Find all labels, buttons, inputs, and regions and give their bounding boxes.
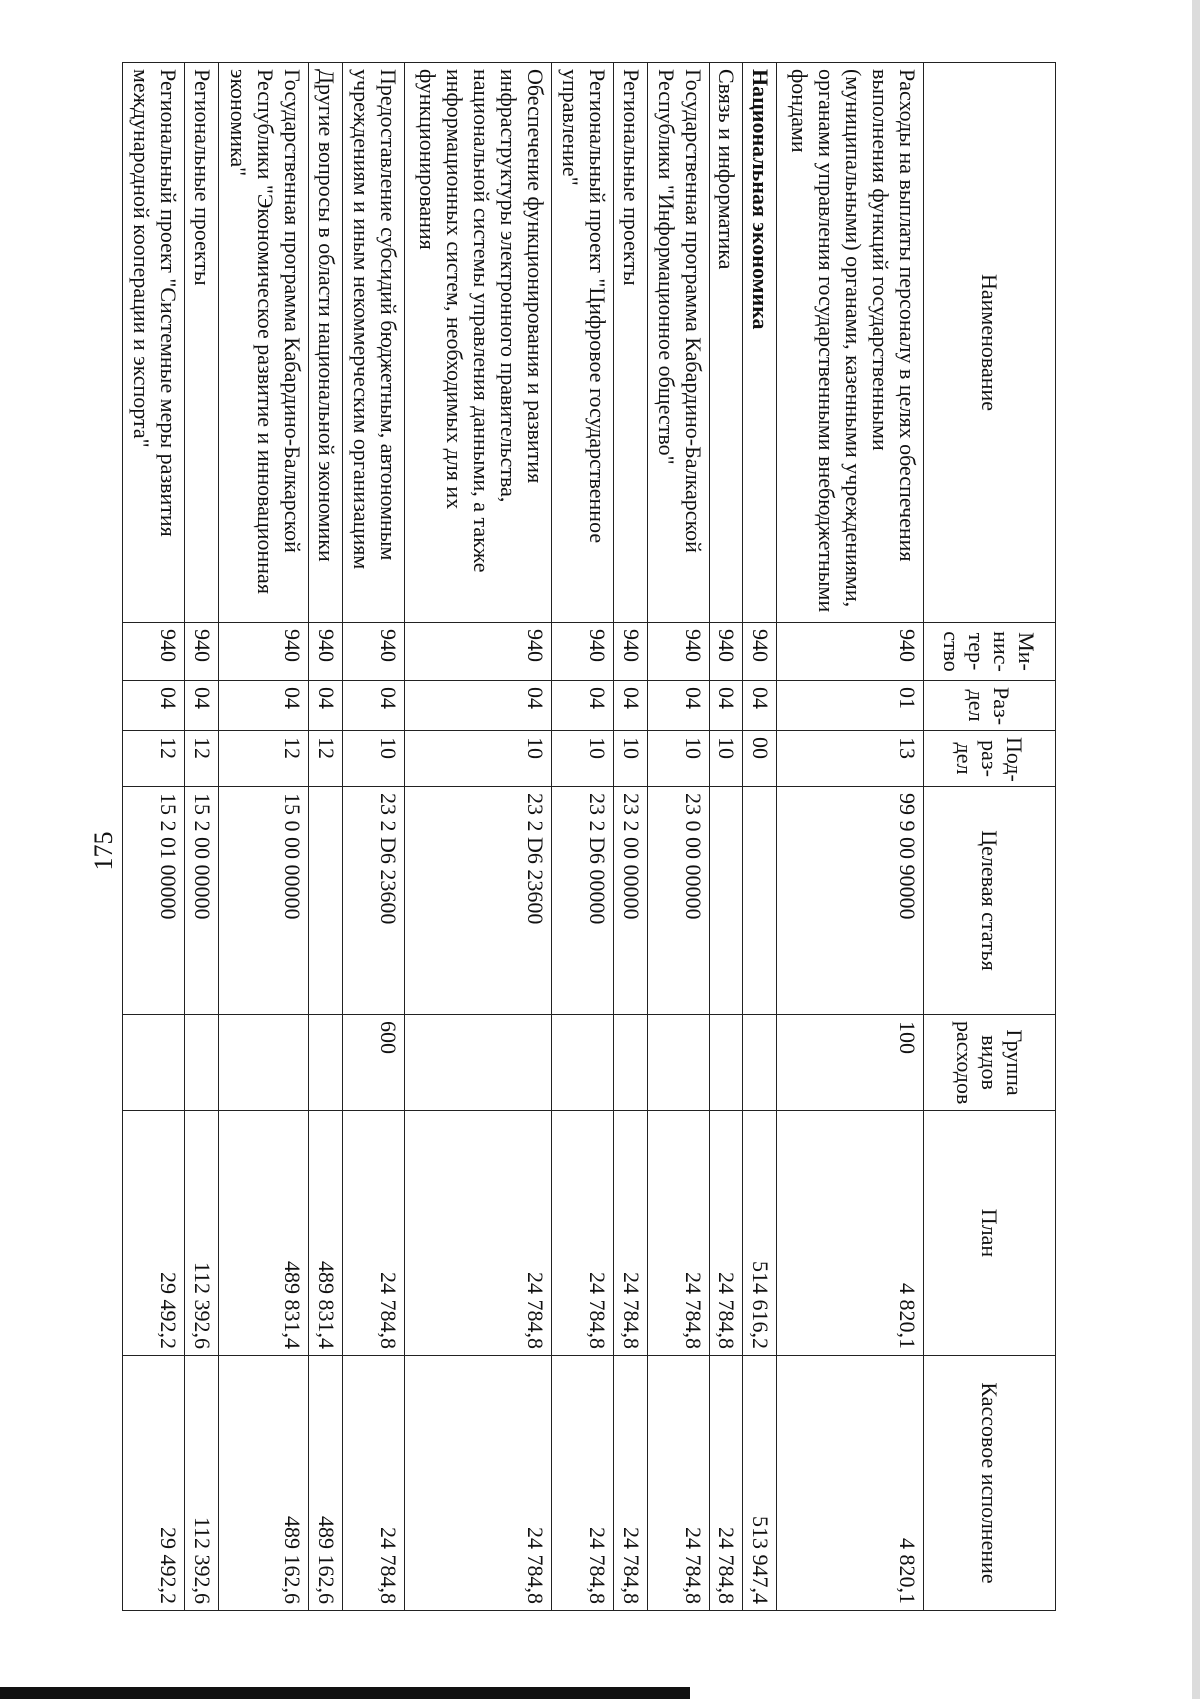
cell-plan: 514 616,2 [743,1111,777,1356]
cell-exec: 24 784,8 [709,1356,743,1611]
cell-exec: 513 947,4 [743,1356,777,1611]
cell-plan: 29 492,2 [123,1111,185,1356]
cell-group [647,1015,709,1111]
cell-section: 04 [709,681,743,731]
cell-ministry: 940 [551,623,613,681]
header-plan: План [924,1111,1056,1356]
cell-name: Региональный проект "Системные меры развития международной кооперации и экспорта" [123,63,185,623]
cell-subsection: 12 [123,731,185,787]
cell-section: 04 [613,681,647,731]
cell-name: Предоставление субсидий бюджетным, автономным учреждениям и иным некоммерческим организациям [342,63,404,623]
cell-target: 23 2 00 00000 [613,787,647,1015]
cell-group [613,1015,647,1111]
cell-group [743,1015,777,1111]
cell-ministry: 940 [185,623,219,681]
table-row [647,63,709,1611]
cell-target [309,787,343,1015]
header-section: Раз-дел [924,681,1056,731]
cell-subsection: 13 [776,731,923,787]
cell-plan: 489 831,4 [309,1111,343,1356]
cell-section: 04 [185,681,219,731]
cell-name: Связь и информатика [709,63,743,623]
cell-plan: 24 784,8 [342,1111,404,1356]
cell-name: Государственная программа Кабардино-Балкарской Республики "Информационное общество" [647,63,709,623]
cell-ministry: 940 [123,623,185,681]
table-row [342,63,404,1611]
cell-ministry: 940 [342,623,404,681]
cell-subsection: 12 [218,731,308,787]
cell-section: 04 [551,681,613,731]
cell-group [218,1015,308,1111]
header-subsection: Под-раз-дел [924,731,1056,787]
cell-section: 04 [342,681,404,731]
cell-name: Национальная экономика [743,63,777,623]
cell-exec: 112 392,6 [185,1356,219,1611]
cell-group [551,1015,613,1111]
cell-target: 23 2 D6 00000 [551,787,613,1015]
cell-name: Другие вопросы в области национальной экономики [309,63,343,623]
cell-name: Региональный проект "Цифровое государственное управление" [551,63,613,623]
table-row [404,63,551,1611]
cell-plan: 24 784,8 [613,1111,647,1356]
cell-exec: 29 492,2 [123,1356,185,1611]
header-target: Целевая статья [924,787,1056,1015]
header-name: Наименование [924,63,1056,623]
cell-ministry: 940 [309,623,343,681]
cell-target: 99 9 00 90000 [776,787,923,1015]
cell-group: 600 [342,1015,404,1111]
cell-subsection: 12 [309,731,343,787]
cell-exec: 24 784,8 [404,1356,551,1611]
cell-section: 04 [123,681,185,731]
cell-exec: 24 784,8 [342,1356,404,1611]
rotated-table-wrapper [122,62,1056,1610]
table-row [551,63,613,1611]
cell-plan: 24 784,8 [709,1111,743,1356]
header-exec: Кассовое исполнение [924,1356,1056,1611]
cell-group [404,1015,551,1111]
header-group: Группа видов расходов [924,1015,1056,1111]
cell-plan: 24 784,8 [404,1111,551,1356]
cell-exec: 24 784,8 [647,1356,709,1611]
cell-target: 15 2 00 00000 [185,787,219,1015]
cell-name: Расходы на выплаты персоналу в целях обеспечения выполнения функций государственными (муниципальными) органами, казенными учреждениями, органами управления государственными внебюджетными фондами [776,63,923,623]
cell-subsection: 12 [185,731,219,787]
page-number: 175 [89,831,118,871]
table-row [185,63,219,1611]
cell-name: Региональные проекты [613,63,647,623]
cell-subsection: 10 [709,731,743,787]
cell-subsection: 10 [551,731,613,787]
cell-section: 04 [309,681,343,731]
cell-target [743,787,777,1015]
cell-group [185,1015,219,1111]
cell-exec: 4 820,1 [776,1356,923,1611]
table-row [709,63,743,1611]
cell-target: 23 0 00 00000 [647,787,709,1015]
cell-group [123,1015,185,1111]
cell-subsection: 10 [404,731,551,787]
cell-group [709,1015,743,1111]
cell-section: 01 [776,681,923,731]
cell-ministry: 940 [709,623,743,681]
table-row [743,63,777,1611]
cell-subsection: 10 [647,731,709,787]
table-row [123,63,185,1611]
cell-section: 04 [218,681,308,731]
table-header-row [924,63,1056,1611]
cell-plan: 24 784,8 [551,1111,613,1356]
cell-name: Обеспечение функционирования и развития инфраструктуры электронного правительства, национальной системы управления данными, а также информационных систем, необходимых для их функционирования [404,63,551,623]
cell-target: 15 2 01 00000 [123,787,185,1015]
cell-name: Региональные проекты [185,63,219,623]
cell-target: 23 2 D6 23600 [404,787,551,1015]
cell-ministry: 940 [647,623,709,681]
table-row [613,63,647,1611]
cell-ministry: 940 [218,623,308,681]
cell-exec: 24 784,8 [613,1356,647,1611]
table-row [218,63,308,1611]
cell-subsection: 10 [613,731,647,787]
cell-plan: 112 392,6 [185,1111,219,1356]
cell-target: 23 2 D6 23600 [342,787,404,1015]
table-body [123,63,924,1611]
cell-plan: 489 831,4 [218,1111,308,1356]
cell-exec: 489 162,6 [218,1356,308,1611]
cell-section: 04 [647,681,709,731]
cell-subsection: 10 [342,731,404,787]
cell-plan: 4 820,1 [776,1111,923,1356]
scan-right-edge [1192,0,1200,1699]
cell-target: 15 0 00 00000 [218,787,308,1015]
cell-exec: 24 784,8 [551,1356,613,1611]
table-row [776,63,923,1611]
cell-group [309,1015,343,1111]
budget-table [122,62,1056,1611]
cell-ministry: 940 [776,623,923,681]
scan-bottom-bar [0,1687,690,1699]
cell-ministry: 940 [743,623,777,681]
cell-ministry: 940 [404,623,551,681]
cell-plan: 24 784,8 [647,1111,709,1356]
cell-section: 04 [404,681,551,731]
table-row [309,63,343,1611]
cell-section: 04 [743,681,777,731]
header-ministry: Ми-нис-тер-ство [924,623,1056,681]
cell-subsection: 00 [743,731,777,787]
cell-target [709,787,743,1015]
cell-ministry: 940 [613,623,647,681]
cell-group: 100 [776,1015,923,1111]
cell-exec: 489 162,6 [309,1356,343,1611]
cell-name: Государственная программа Кабардино-Балкарской Республики "Экономическое развитие и инновационная экономика" [218,63,308,623]
